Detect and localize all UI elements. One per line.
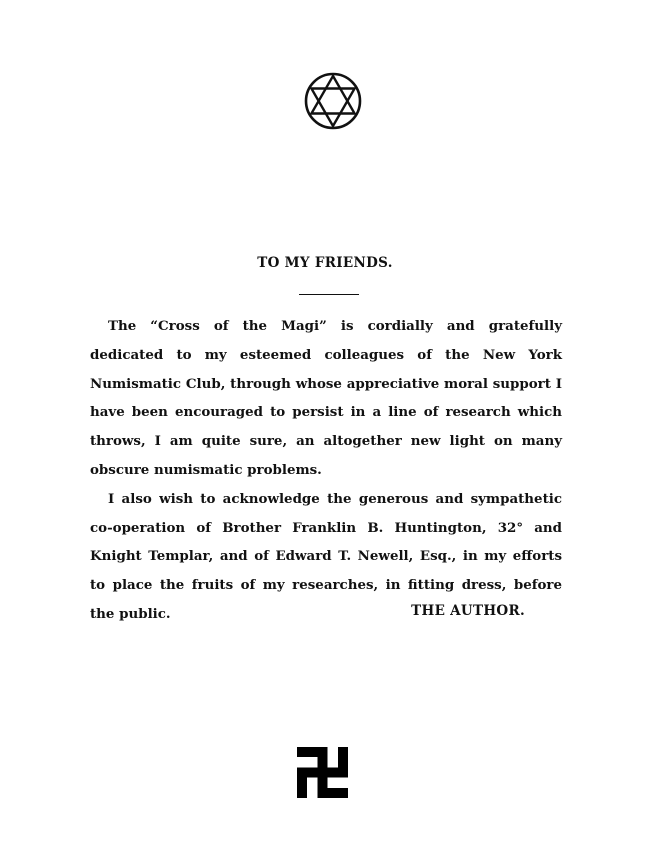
author-signature: THE AUTHOR.: [411, 603, 525, 619]
dedication-paragraph-2: I also wish to acknowledge the generous and sympathetic co-operation of Brother Franklin B. Huntington, 32° and Knight Templar, and of Edward T. Newell, Esq., in my efforts to place the fruits of my researches, in fitting dress, before the public.: [90, 490, 562, 622]
title-divider: [299, 294, 359, 295]
dedication-paragraph-1: The “Cross of the Magi” is cordially and gratefully dedicated to my esteemed colleagues of the New York Numismatic Club, through whose appreciative moral support I have been encouraged to persist in a line of research which throws, I am quite sure, an altogether new light on many obscure numismatic problems.: [90, 318, 562, 478]
hexagram-in-circle-icon: [303, 71, 363, 131]
dedication-body: [90, 312, 562, 629]
swastika-ornament-icon: [297, 747, 348, 798]
dedication-title: TO MY FRIENDS.: [257, 255, 393, 271]
